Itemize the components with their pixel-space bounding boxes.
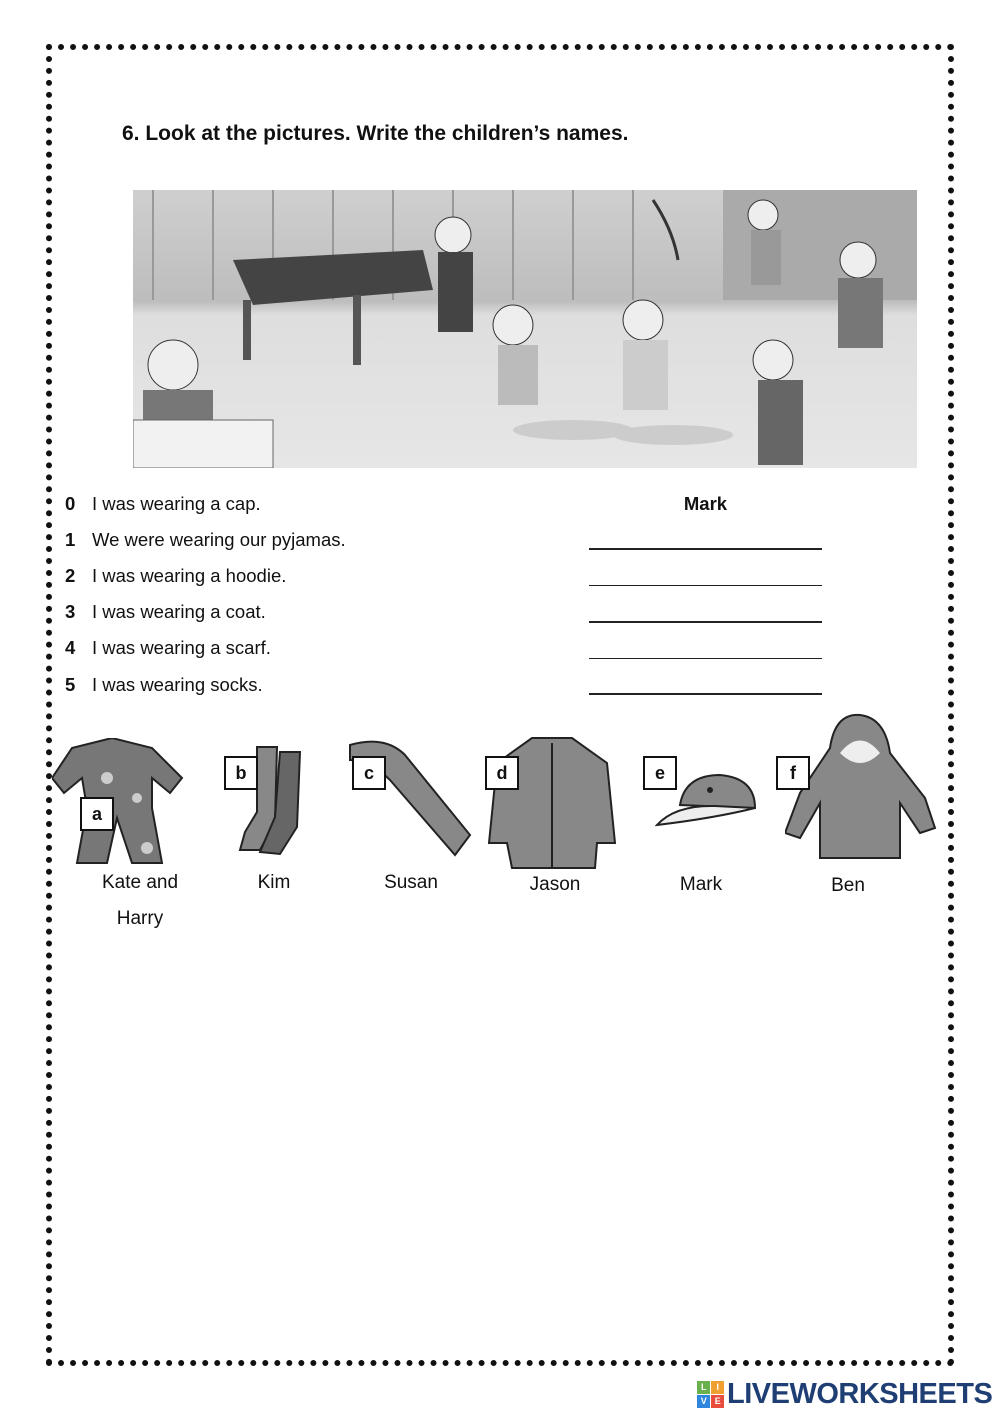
exercise-title: 6. Look at the pictures. Write the children’s names. (122, 122, 629, 145)
name-line: Harry (116, 908, 164, 929)
logo-text: LIVEWORKSHEETS (727, 1378, 993, 1410)
scarf-icon (345, 735, 480, 860)
example-answer: Mark (683, 493, 728, 514)
letter-box-a: a (80, 797, 114, 831)
sentence-text: I was wearing a cap. (92, 493, 261, 514)
item-number: 4 (65, 637, 76, 658)
clothes-label-d: Jason (529, 874, 581, 895)
letter-box-c: c (352, 756, 386, 790)
letter-box-d: d (485, 756, 519, 790)
sentence-text: I was wearing a hoodie. (92, 565, 287, 586)
letter-box-e: e (643, 756, 677, 790)
pyjamas-icon (52, 738, 187, 868)
liveworksheets-logo[interactable] (697, 1378, 992, 1411)
item-number: 1 (65, 529, 76, 550)
children-scene-illustration (133, 190, 917, 468)
sentence-text: I was wearing socks. (92, 674, 263, 695)
letter-box-b: b (224, 756, 258, 790)
sentence-text: I was wearing a coat. (92, 601, 266, 622)
logo-tile: L (697, 1381, 710, 1394)
clothes-label-e: Mark (679, 874, 723, 895)
item-number: 5 (65, 674, 76, 695)
sentence-text: I was wearing a scarf. (92, 637, 271, 658)
item-number: 3 (65, 601, 76, 622)
answer-input-4[interactable] (589, 633, 822, 659)
answer-input-5[interactable] (589, 669, 822, 695)
logo-tile: E (711, 1395, 724, 1408)
name-line: Kate and (101, 872, 179, 893)
logo-tiles-icon (697, 1381, 724, 1408)
clothes-label-b: Kim (257, 872, 291, 893)
answer-input-2[interactable] (589, 560, 822, 586)
answer-input-3[interactable] (589, 597, 822, 623)
item-number: 0 (65, 493, 76, 514)
answer-input-1[interactable] (589, 524, 822, 550)
logo-tile: V (697, 1395, 710, 1408)
logo-tile: I (711, 1381, 724, 1394)
letter-box-f: f (776, 756, 810, 790)
clothes-label-f: Ben (831, 875, 865, 896)
sentence-text: We were wearing our pyjamas. (92, 529, 346, 550)
clothes-label-a (75, 865, 205, 937)
item-number: 2 (65, 565, 76, 586)
clothes-label-c: Susan (384, 872, 438, 893)
coat-icon (487, 733, 617, 873)
